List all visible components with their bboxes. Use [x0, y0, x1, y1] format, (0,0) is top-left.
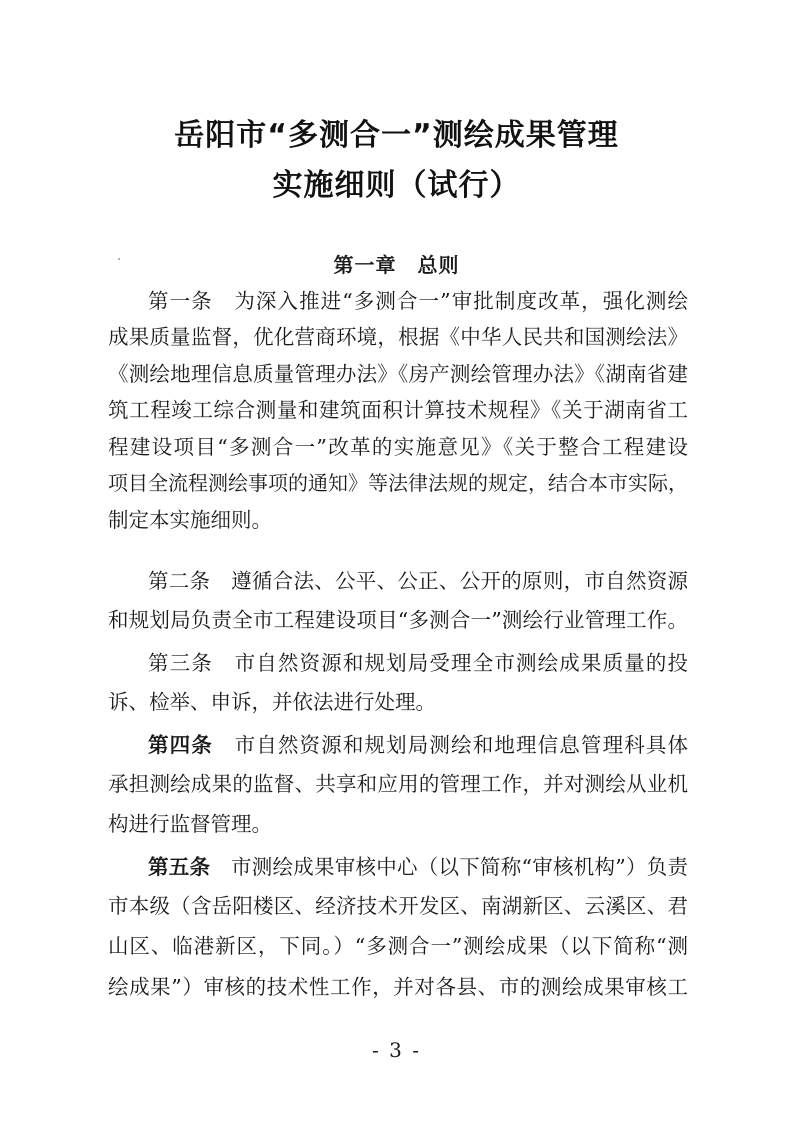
chapter-heading: 第一章 总则 — [333, 253, 460, 277]
page-number: - 3 - — [372, 1038, 421, 1062]
article-1-line-4: 筑工程竣工综合测量和建筑面积计算技术规程》《关于湖南省工 — [108, 398, 688, 422]
article-1-line-1: 第一条 为深入推进“多测合一”审批制度改革，强化测绘 — [148, 289, 689, 313]
article-1-line-6: 项目全流程测绘事项的通知》等法律法规的规定，结合本市实际， — [108, 471, 688, 495]
article-4-line-2: 承担测绘成果的监督、共享和应用的管理工作，并对测绘从业机 — [108, 772, 688, 796]
article-1-line-2: 成果质量监督，优化营商环境，根据《中华人民共和国测绘法》 — [108, 325, 688, 349]
article-5-line-1: 第五条 市测绘成果审核中心（以下简称“审核机构”）负责 — [148, 855, 689, 879]
article-5-line-4: 绘成果”）审核的技术性工作，并对各县、市的测绘成果审核工 — [108, 975, 688, 999]
article-4-line-1: 第四条 市自然资源和规划局测绘和地理信息管理科具体 — [148, 733, 689, 757]
article-3-line-1: 第三条 市自然资源和规划局受理全市测绘成果质量的投 — [148, 651, 689, 675]
article-2-line-2: 和规划局负责全市工程建设项目“多测合一”测绘行业管理工作。 — [108, 608, 688, 632]
article-3-line-2: 诉、检举、申诉，并依法进行处理。 — [108, 690, 436, 714]
article-3-label: 第三条 — [148, 651, 213, 675]
article-5-label: 第五条 — [148, 855, 211, 879]
document-title-line-2: 实施细则（试行） — [272, 168, 521, 203]
article-4-line-3: 构进行监督管理。 — [108, 812, 272, 836]
article-2-label: 第二条 — [148, 569, 211, 593]
article-1-label: 第一条 — [148, 289, 213, 313]
article-5-line-2: 市本级（含岳阳楼区、经济技术开发区、南湖新区、云溪区、君 — [108, 894, 688, 918]
article-5-line-3: 山区、临港新区，下同。）“多测合一”测绘成果（以下简称“测 — [108, 934, 688, 958]
document-title-line-1: 岳阳市“多测合一”测绘成果管理 — [174, 118, 619, 153]
article-1-line-7: 制定本实施细则。 — [108, 508, 272, 532]
article-1-line-3: 《测绘地理信息质量管理办法》《房产测绘管理办法》《湖南省建 — [108, 362, 688, 386]
article-2-line-1: 第二条 遵循合法、公平、公正、公开的原则，市自然资源 — [148, 569, 689, 593]
article-4-label: 第四条 — [148, 733, 213, 757]
article-1-line-5: 程建设项目“多测合一”改革的实施意见》《关于整合工程建设 — [108, 435, 688, 459]
